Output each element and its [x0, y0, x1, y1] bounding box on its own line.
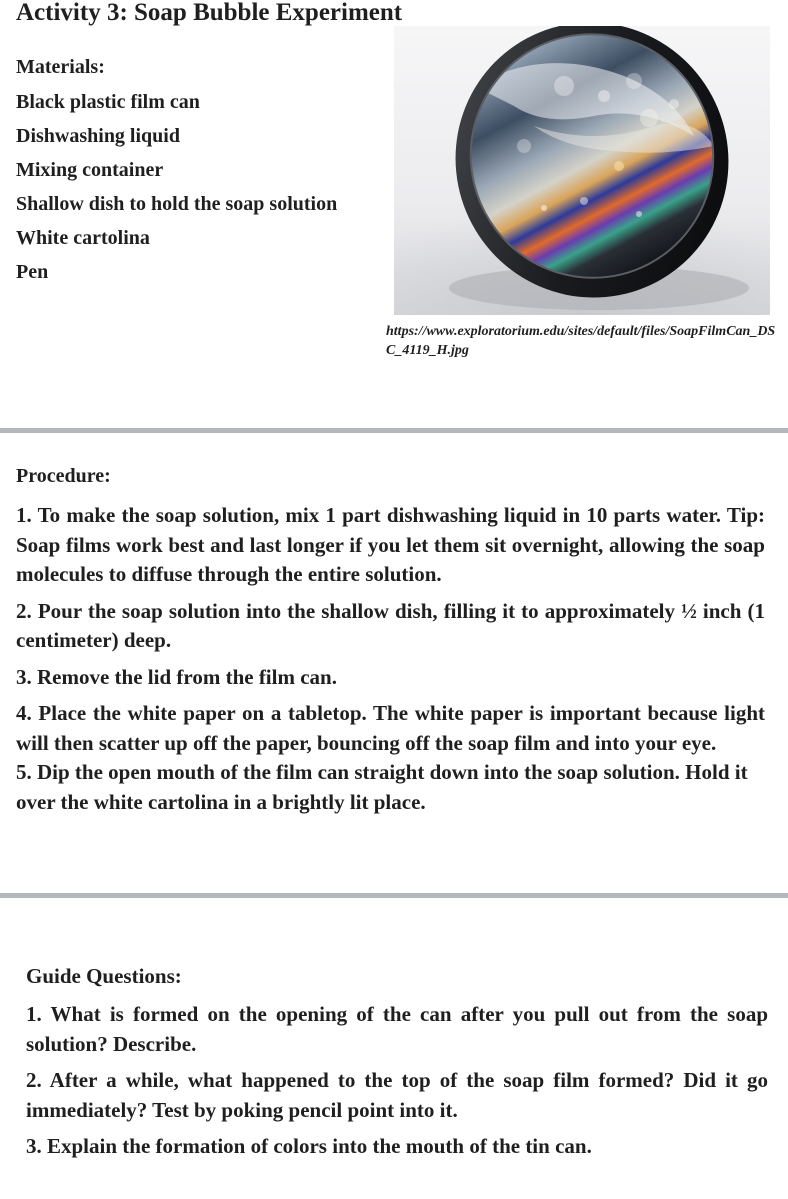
materials-list — [16, 90, 337, 294]
procedure-step: 1. To make the soap solution, mix 1 part dishwashing liquid in 10 parts water. Tip: Soap films work best and last longer if you let them sit overnight, allowing the soap molecules to diffuse through the entire solution. — [16, 503, 765, 586]
material-item: Pen — [16, 261, 49, 283]
procedure-step: 3. Remove the lid from the film can. — [16, 664, 337, 689]
guide-question: 1. What is formed on the opening of the can after you pull out from the soap solution? Describe. — [26, 1002, 768, 1056]
procedure-step: 4. Place the white paper on a tabletop. The white paper is important because light will then scatter up off the paper, bouncing off the soap film and into your eye. — [16, 701, 765, 755]
procedure-steps — [16, 501, 765, 817]
procedure-step: 5. Dip the open mouth of the film can straight down into the soap solution. Hold it over the white cartolina in a brightly lit place. — [16, 760, 748, 814]
material-item: Black plastic film can — [16, 91, 200, 113]
guide-question: 3. Explain the formation of colors into the mouth of the tin can. — [26, 1134, 592, 1158]
material-item: White cartolina — [16, 227, 150, 249]
section-divider — [0, 428, 788, 433]
materials-heading: Materials: — [16, 56, 105, 78]
material-item: Mixing container — [16, 159, 164, 181]
section-divider — [0, 893, 788, 898]
guide-questions-heading: Guide Questions: — [26, 964, 182, 988]
material-item: Shallow dish to hold the soap solution — [16, 193, 338, 215]
procedure-heading: Procedure: — [16, 465, 111, 487]
guide-question: 2. After a while, what happened to the top of the soap film formed? Did it go immediately? Test by poking pencil point into it. — [26, 1068, 768, 1122]
material-item: Dishwashing liquid — [16, 125, 180, 147]
soap-film-can-photo — [394, 26, 770, 315]
procedure-step: 2. Pour the soap solution into the shallow dish, filling it to approximately ½ inch (1 centimeter) deep. — [16, 598, 765, 652]
guide-questions — [26, 1000, 768, 1169]
image-source-caption: https://www.exploratorium.edu/sites/default/files/SoapFilmCan_DSC_4119_H.jpg — [386, 324, 776, 358]
page-title: Activity 3: Soap Bubble Experiment — [16, 0, 403, 26]
